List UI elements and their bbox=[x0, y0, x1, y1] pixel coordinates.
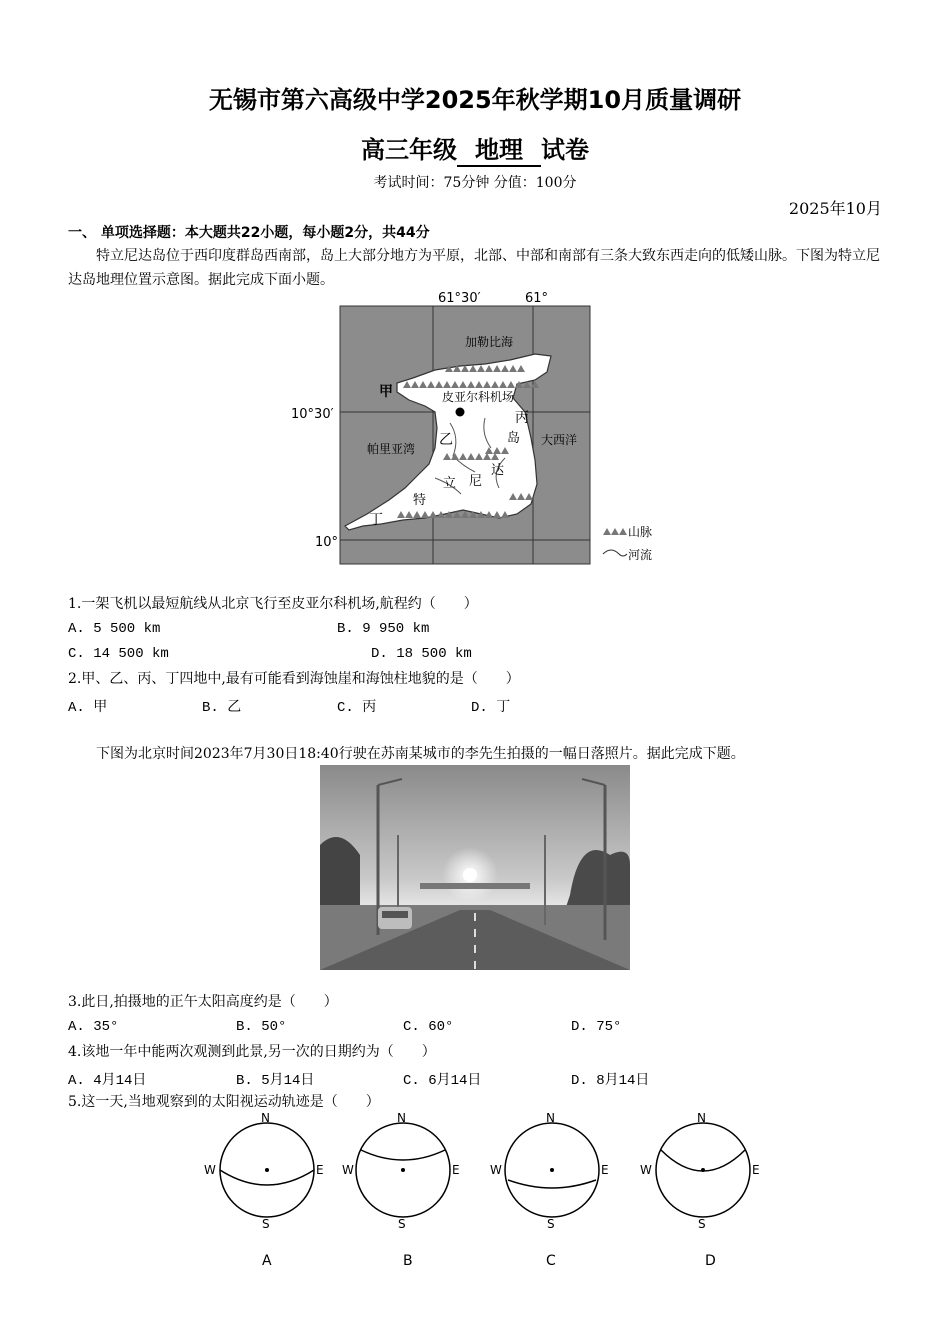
dir-n-d: N bbox=[697, 1111, 706, 1125]
diagram-b[interactable] bbox=[342, 1111, 460, 1268]
paper-title bbox=[0, 130, 950, 167]
q4-option-d[interactable]: D. 8月14日 bbox=[571, 1073, 650, 1089]
diagram-c[interactable] bbox=[490, 1111, 609, 1268]
q5-stem: 5.这一天,当地观察到的太阳视运动轨迹是（ ） bbox=[68, 1094, 380, 1110]
sun-path-b bbox=[361, 1150, 445, 1160]
q4-stem: 4.该地一年中能两次观测到此景,另一次的日期约为（ ） bbox=[68, 1044, 436, 1060]
dir-n-a: N bbox=[261, 1111, 270, 1125]
q4-option-b[interactable]: B. 5月14日 bbox=[236, 1073, 315, 1089]
q4-option-c[interactable]: C. 6月14日 bbox=[403, 1073, 482, 1089]
section-heading: 一、 单项选择题：本大题共22小题，每小题2分，共44分 bbox=[68, 225, 430, 241]
q1-option-a[interactable]: A. 5 500 km bbox=[68, 621, 161, 637]
lat-label-2: 10° bbox=[315, 535, 339, 550]
dir-e-b: E bbox=[452, 1163, 460, 1177]
dir-w-d: W bbox=[640, 1163, 652, 1177]
sunset-photo bbox=[320, 765, 630, 970]
q4-option-a[interactable]: A. 4月14日 bbox=[68, 1073, 147, 1089]
lon-label-2: 61° bbox=[525, 291, 549, 306]
label-airport: 皮亚尔科机场 bbox=[442, 390, 515, 404]
diagram-a[interactable] bbox=[204, 1111, 324, 1268]
exam-info: 考试时间：75分钟 分值：100分 bbox=[373, 175, 577, 191]
q1-stem: 1.一架飞机以最短航线从北京飞行至皮亚尔科机场,航程约（ ） bbox=[68, 596, 478, 612]
sun-path-diagrams bbox=[180, 1108, 780, 1268]
point-jia: 甲 bbox=[379, 384, 393, 400]
grade-suffix: 试卷 bbox=[541, 136, 589, 164]
lon-label-1: 61°30′ bbox=[438, 291, 481, 306]
island-char-dao: 岛 bbox=[507, 431, 521, 446]
diagram-d[interactable] bbox=[640, 1111, 760, 1268]
dir-s-c: S bbox=[547, 1217, 555, 1231]
school-title: 无锡市第六高级中学2025年秋学期10月质量调研 bbox=[208, 86, 742, 114]
island-char-ni: 尼 bbox=[469, 474, 483, 489]
q2-option-c[interactable]: C. 丙 bbox=[337, 700, 377, 716]
dir-s-b: S bbox=[398, 1217, 406, 1231]
q1-option-b[interactable]: B. 9 950 km bbox=[337, 621, 430, 637]
label-a: A bbox=[262, 1253, 272, 1268]
dir-w-b: W bbox=[342, 1163, 354, 1177]
q3-option-d[interactable]: D. 75° bbox=[571, 1019, 622, 1035]
dir-w-a: W bbox=[204, 1163, 216, 1177]
exam-date: 2025年10月 bbox=[788, 199, 882, 218]
dir-s-a: S bbox=[262, 1217, 270, 1231]
sun-path-a bbox=[220, 1170, 314, 1185]
q3-option-c[interactable]: C. 60° bbox=[403, 1019, 454, 1035]
point-yi: 乙 bbox=[439, 432, 453, 448]
dir-n-c: N bbox=[546, 1111, 555, 1125]
q1-option-d[interactable]: D. 18 500 km bbox=[371, 646, 472, 662]
dir-n-b: N bbox=[397, 1111, 406, 1125]
island-char-li: 立 bbox=[443, 476, 457, 491]
trinidad-map bbox=[285, 288, 675, 573]
point-bing: 丙 bbox=[515, 410, 529, 426]
q2-stem: 2.甲、乙、丙、丁四地中,最有可能看到海蚀崖和海蚀柱地貌的是（ ） bbox=[68, 671, 520, 687]
q3-stem: 3.此日,拍摄地的正午太阳高度约是（ ） bbox=[68, 994, 338, 1010]
legend-river: 河流 bbox=[628, 548, 653, 562]
airport-marker bbox=[456, 408, 465, 417]
label-gulf-of-paria: 帕里亚湾 bbox=[367, 442, 416, 456]
dir-e-d: E bbox=[752, 1163, 760, 1177]
subject: 地理 bbox=[457, 130, 541, 167]
intro-sunset: 下图为北京时间2023年7月30日18:40行驶在苏南某城市的李先生拍摄的一幅日落照片。据此完成下题。 bbox=[96, 746, 745, 762]
label-atlantic: 大西洋 bbox=[541, 433, 578, 447]
dir-w-c: W bbox=[490, 1163, 502, 1177]
dir-e-c: E bbox=[601, 1163, 609, 1177]
q1-option-c[interactable]: C. 14 500 km bbox=[68, 646, 169, 662]
q3-option-b[interactable]: B. 50° bbox=[236, 1019, 287, 1035]
point-ding: 丁 bbox=[369, 512, 383, 528]
dir-s-d: S bbox=[698, 1217, 706, 1231]
island-char-da: 达 bbox=[491, 463, 505, 478]
q2-option-d[interactable]: D. 丁 bbox=[471, 700, 511, 716]
dir-e-a: E bbox=[316, 1163, 324, 1177]
grade-prefix: 高三年级 bbox=[361, 136, 457, 164]
label-d: D bbox=[705, 1253, 716, 1268]
island-char-te: 特 bbox=[413, 493, 427, 508]
q2-option-b[interactable]: B. 乙 bbox=[202, 700, 242, 716]
sun-path-d bbox=[661, 1150, 745, 1171]
label-b: B bbox=[403, 1253, 413, 1268]
q3-option-a[interactable]: A. 35° bbox=[68, 1019, 119, 1035]
label-c: C bbox=[546, 1253, 556, 1268]
sun-path-c bbox=[508, 1180, 596, 1188]
intro-trinidad: 特立尼达岛位于西印度群岛西南部，岛上大部分地方为平原，北部、中部和南部有三条大致东西走向的低矮山脉。下图为特立尼达岛地理位置示意图。据此完成下面小题。 bbox=[68, 248, 880, 288]
map-legend bbox=[603, 525, 652, 562]
label-caribbean: 加勒比海 bbox=[465, 335, 514, 349]
legend-mountain: 山脉 bbox=[628, 525, 653, 539]
q2-option-a[interactable]: A. 甲 bbox=[68, 700, 108, 716]
lat-label-1: 10°30′ bbox=[291, 407, 334, 422]
